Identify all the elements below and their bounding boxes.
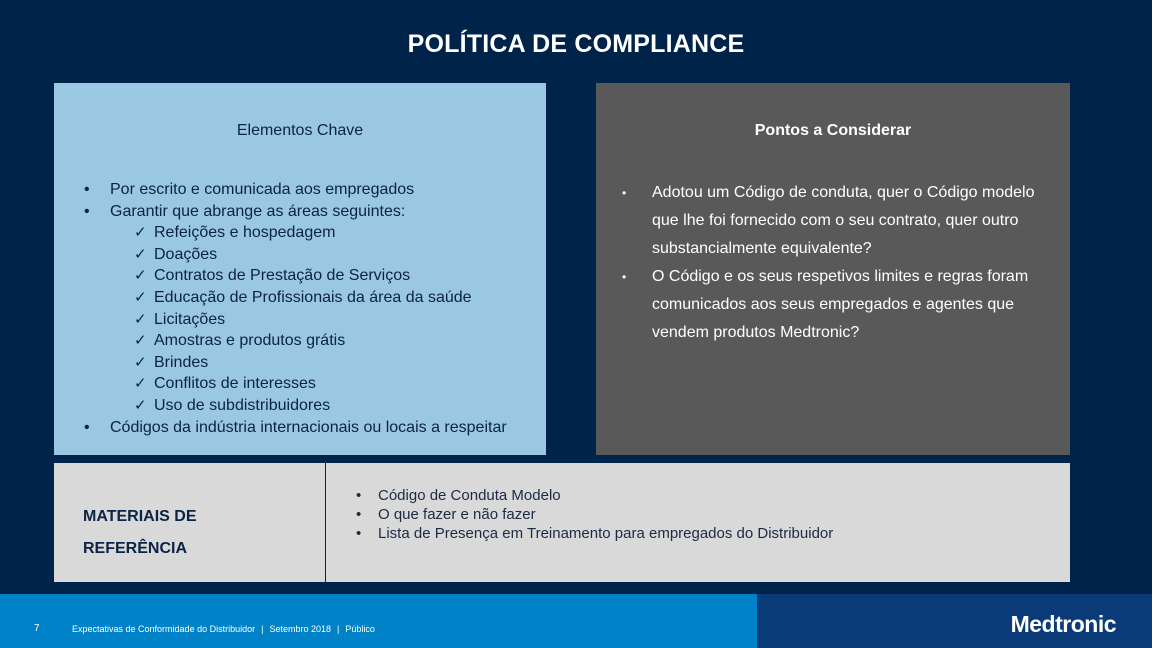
checkmark-icon: ✓ <box>134 245 147 263</box>
checklist-item-text: Refeições e hospedagem <box>154 224 336 242</box>
list-item <box>74 179 510 201</box>
checklist-item <box>110 287 510 309</box>
list-item <box>354 486 833 505</box>
bullet-icon: • <box>622 186 627 200</box>
list-item <box>74 417 510 439</box>
checklist-item-text: Uso de subdistribuidores <box>154 396 331 414</box>
key-elements-panel <box>54 83 546 455</box>
medtronic-logo: Medtronic <box>1010 611 1116 637</box>
checklist-item <box>110 265 510 287</box>
considerations-panel <box>596 83 1070 455</box>
list-item-text: O que fazer e não fazer <box>378 506 536 523</box>
bullet-icon: • <box>84 418 90 436</box>
footer-bar <box>0 594 757 648</box>
bullet-icon: • <box>356 506 362 523</box>
list-item-text: Lista de Presença em Treinamento para empregados do Distribuidor <box>378 525 834 542</box>
checklist-item <box>110 395 510 417</box>
checkmark-icon: ✓ <box>134 375 147 393</box>
list-item-text: O Código e os seus respetivos limites e regras foram comunicados aos seus empregados e agentes que vendem produtos Medtronic? <box>652 268 1029 341</box>
bullet-icon: • <box>356 525 362 542</box>
checklist-item <box>110 330 510 352</box>
checkmark-icon: ✓ <box>134 396 147 414</box>
footer-classification: Público <box>345 624 375 634</box>
bullet-icon: • <box>84 202 90 220</box>
footer-text <box>72 624 375 634</box>
checklist-item-text: Brindes <box>154 353 209 371</box>
list-item <box>74 201 510 417</box>
considerations-list <box>616 179 1056 347</box>
reference-label-line1: MATERIAIS DE <box>83 508 197 525</box>
checklist-item-text: Amostras e produtos grátis <box>154 332 346 350</box>
checkmark-icon: ✓ <box>134 310 147 328</box>
list-item-text: Por escrito e comunicada aos empregados <box>110 181 415 198</box>
footer-separator: | <box>336 624 340 634</box>
checkmark-icon: ✓ <box>134 267 147 285</box>
list-item-text: Garantir que abrange as áreas seguintes: <box>110 202 406 220</box>
checklist-item-text: Doações <box>154 245 218 263</box>
checkmark-icon: ✓ <box>134 224 147 242</box>
list-item <box>354 524 833 543</box>
bullet-icon: • <box>356 487 362 504</box>
checklist-item <box>110 373 510 395</box>
considerations-heading: Pontos a Considerar <box>754 122 912 139</box>
reference-label <box>83 501 283 565</box>
reference-label-line2: REFERÊNCIA <box>83 540 188 557</box>
key-elements-list <box>74 179 510 438</box>
list-item-text: Código de Conduta Modelo <box>378 487 561 504</box>
checkmark-icon: ✓ <box>134 353 147 371</box>
key-elements-heading: Elementos Chave <box>236 122 364 139</box>
checklist-item-text: Educação de Profissionais da área da saúde <box>154 288 472 306</box>
bullet-icon: • <box>84 181 90 198</box>
checklist-item <box>110 222 510 244</box>
page-number: 7 <box>34 623 40 634</box>
divider <box>325 463 326 582</box>
list-item-text: Adotou um Código de conduta, quer o Código modelo que lhe foi fornecido com o seu contrato, quer outro substancialmente equivalente? <box>652 184 1035 257</box>
reference-materials-panel <box>54 463 1070 582</box>
checklist-item-text: Conflitos de interesses <box>154 375 316 393</box>
footer-separator: | <box>261 624 264 634</box>
list-item-text: Códigos da indústria internacionais ou locais a respeitar <box>110 418 507 436</box>
list-item <box>616 263 1056 347</box>
checklist-item-text: Contratos de Prestação de Serviços <box>154 267 411 285</box>
footer-doc-title: Expectativas de Conformidade do Distribuidor <box>72 624 256 634</box>
checklist-item <box>110 309 510 331</box>
checkmark-icon: ✓ <box>134 288 147 306</box>
slide-title: POLÍTICA DE COMPLIANCE <box>407 30 745 58</box>
checklist-item-text: Licitações <box>154 310 226 328</box>
bullet-icon: • <box>622 270 627 284</box>
checklist-item <box>110 244 510 266</box>
footer-date: Setembro 2018 <box>269 624 331 634</box>
reference-list <box>354 486 833 543</box>
area-checklist <box>110 222 510 416</box>
list-item <box>354 505 833 524</box>
list-item <box>616 179 1056 263</box>
checkmark-icon: ✓ <box>134 332 147 350</box>
checklist-item <box>110 352 510 374</box>
